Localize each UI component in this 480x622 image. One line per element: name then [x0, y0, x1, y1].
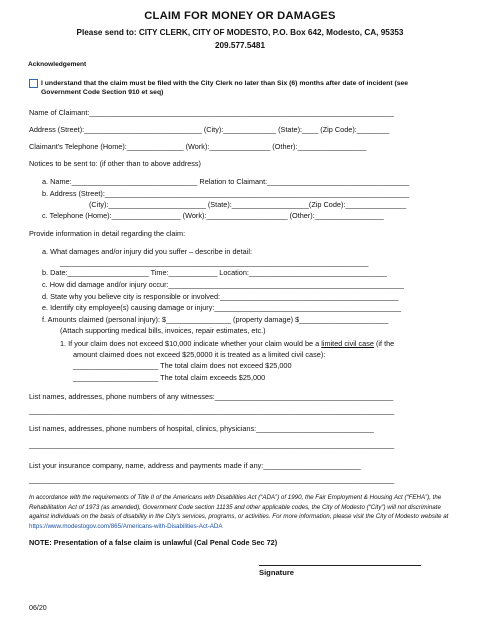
false-claim-note: NOTE: Presentation of a false claim is unlawful (Cal Penal Code Sec 72) — [29, 538, 278, 547]
acknowledgement-checkbox[interactable] — [29, 79, 38, 88]
damages-description-field[interactable]: ____________________________________________________________________________ — [60, 258, 369, 267]
address-field[interactable]: Address (Street):_____________________________ (City):_____________ (State):____ (Zip Code):________ — [29, 125, 390, 134]
hospitals-field[interactable]: List names, addresses, phone numbers of hospital, clinics, physicians:_____________________________ — [29, 424, 374, 433]
attach-note: (Attach supporting medical bills, invoices, repair estimates, etc.) — [60, 326, 266, 335]
clerk-phone: 209.577.5481 — [214, 41, 266, 50]
notice-city-field[interactable]: (City):________________________ (State):___________________(Zip Code):_______________ — [89, 200, 407, 209]
limited-civil-text-end: (if the — [373, 339, 395, 348]
city-responsible-field[interactable]: d. State why you believe city is responsible or involved:____________________________________________ — [42, 292, 399, 301]
insurance-field[interactable]: List your insurance company, name, address and payments made if any:________________________ — [29, 461, 361, 470]
witnesses-line[interactable]: __________________________________________________________________________________________ — [29, 406, 395, 415]
signature-line[interactable] — [259, 565, 421, 566]
claim-exceeds-option[interactable]: _____________________ The total claim exceeds $25,000 — [73, 373, 266, 382]
form-revision-date: 06/20 — [29, 604, 47, 612]
limited-civil-text: 1. If your claim does not exceed $10,000 indicate whether your claim would be a — [60, 339, 322, 348]
form-title: CLAIM FOR MONEY OR DAMAGES — [144, 10, 336, 22]
notice-phone-field[interactable]: c. Telephone (Home):_________________ (Work):____________________ (Other):_________________ — [42, 211, 384, 220]
limited-civil-case-link: limited civil case — [321, 339, 374, 348]
notices-heading: Notices to be sent to: (if other than to above address) — [29, 159, 201, 168]
how-occurred-field[interactable]: c. How did damage and/or injury occur:__________________________________________________________ — [42, 280, 404, 289]
send-to-address: Please send to: CITY CLERK, CITY OF MODESTO, P.O. Box 642, Modesto, CA, 95353 — [76, 28, 404, 37]
signature-label: Signature — [259, 568, 295, 577]
ada-statement — [29, 493, 454, 531]
acknowledgement-label: Acknowledgement — [28, 61, 87, 68]
notice-name-field[interactable]: a. Name:_______________________________ Relation to Claimant:___________________________________ — [42, 177, 410, 186]
amounts-claimed-field[interactable]: f. Amounts claimed (personal injury): $________________ (property damage) $______________________ — [42, 315, 389, 324]
acknowledgement-text: I understand that the claim must be filed with the City Clerk no later than Six (6) months after date of incident (see Government Code Section 910 et seq) — [41, 80, 409, 96]
ada-link[interactable]: https://www.modestogov.com/865/Americans-with-Disabilities-Act-ADA — [29, 522, 223, 530]
ada-text: In accordance with the requirements of Title II of the Americans with Disabilities Act (“ADA”) of 1990, the Fair Employment & Housing Act (“FEHA”), the Rehabilitation Act of 1973 (as amended), Government Code section 11135 and other applicable codes, the City of Modesto (“City”) will not discriminate against individuals on the basis of disability in the City's services, programs, or activities. For more information, please visit the City of Modesto website at — [29, 494, 449, 521]
claimant-phone-field[interactable]: Claimant's Telephone (Home):______________ (Work):_______________ (Other):_________________ — [29, 142, 367, 151]
notice-address-field[interactable]: b. Address (Street):___________________________________________________________________________ — [42, 189, 410, 198]
name-of-claimant-field[interactable]: Name of Claimant:___________________________________________________________________________ — [29, 108, 394, 117]
provide-heading: Provide information in detail regarding the claim: — [29, 229, 186, 238]
hospitals-line[interactable]: __________________________________________________________________________________________ — [29, 440, 395, 449]
insurance-line[interactable]: __________________________________________________________________________________________ — [29, 475, 395, 484]
city-employee-field[interactable]: e. Identify city employee(s) causing damage or injury:______________________________________________ — [42, 303, 402, 312]
limited-civil-line-2: amount claimed does not exceed $25,0000 it is treated as a limited civil case): — [73, 350, 326, 359]
damages-description-label: a. What damages and/or injury did you suffer – describe in detail: — [42, 247, 252, 256]
witnesses-field[interactable]: List names, addresses, phone numbers of any witnesses:____________________________________________ — [29, 392, 394, 401]
date-time-location-field[interactable]: b. Date:____________________ Time:____________ Location:__________________________________ — [42, 268, 387, 277]
claim-not-exceed-option[interactable]: _____________________ The total claim does not exceed $25,000 — [73, 361, 292, 370]
limited-civil-line-1 — [60, 339, 394, 348]
